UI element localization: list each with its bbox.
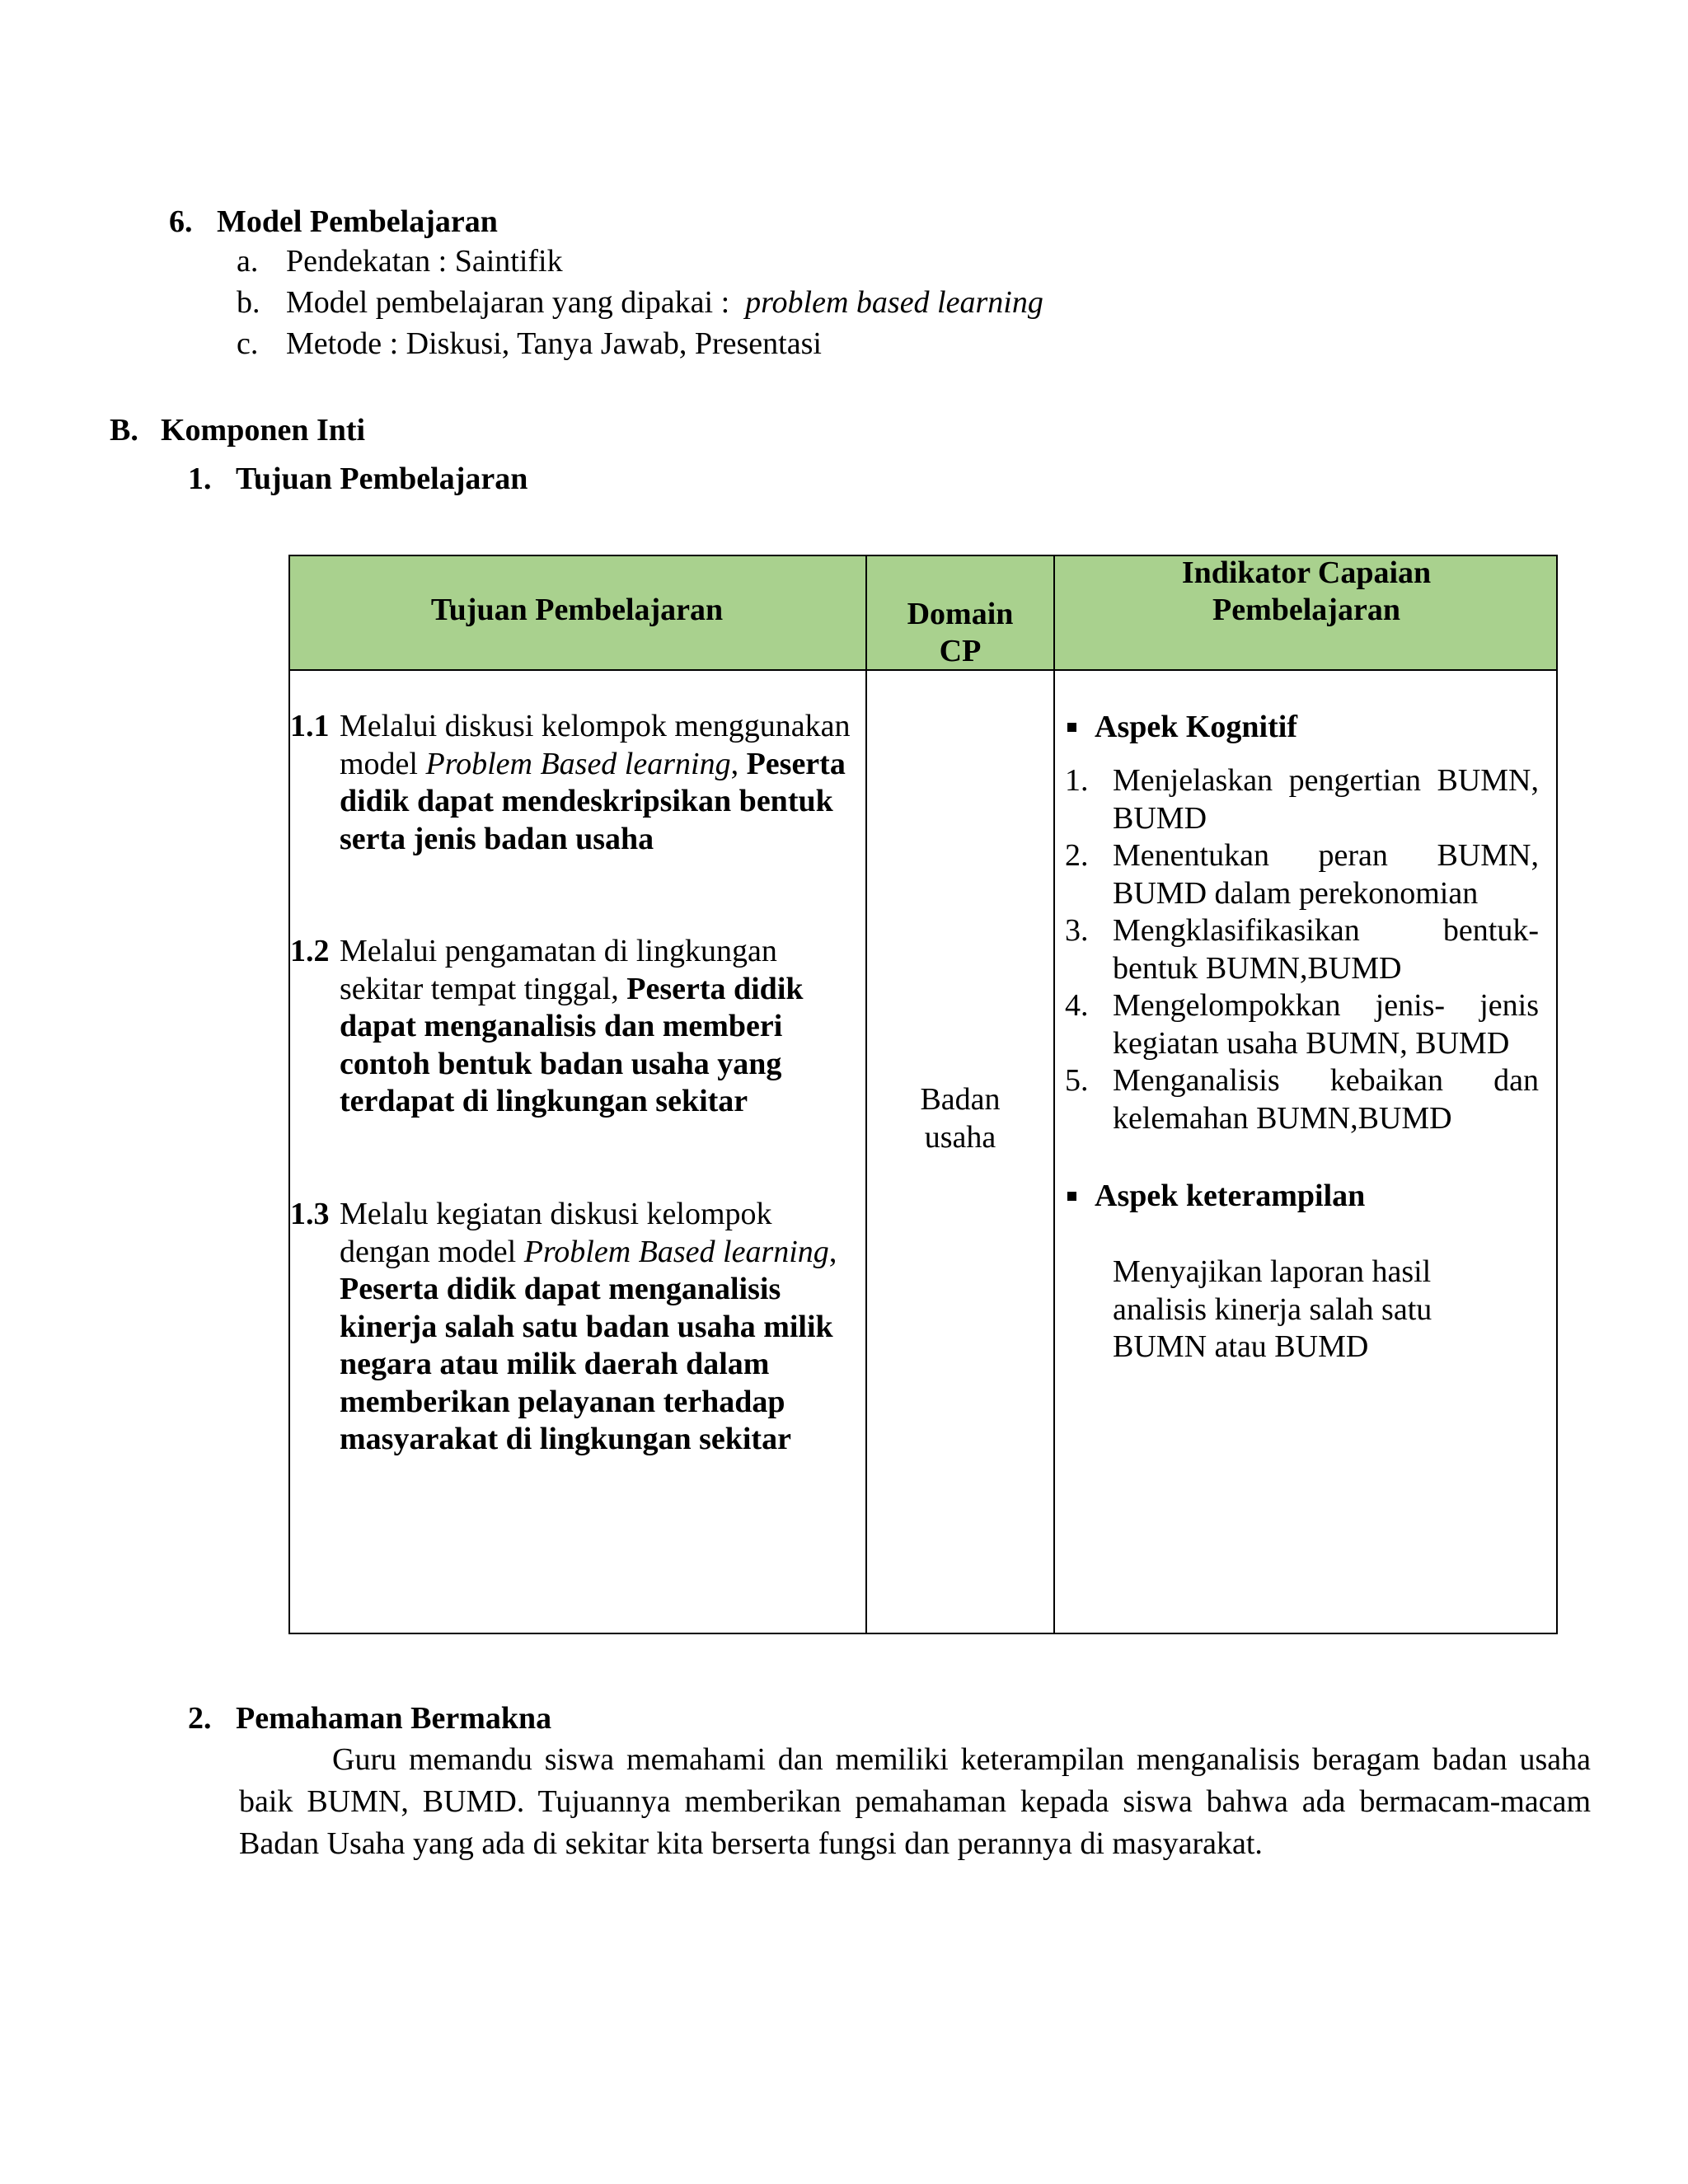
goal-number: 1.3: [290, 1197, 330, 1231]
section-b-number: B.: [110, 413, 138, 448]
header-indikator-line1: Indikator Capaian: [1181, 555, 1432, 590]
goal-item: [290, 933, 859, 1121]
header-domain-line1: Domain: [907, 597, 1014, 631]
section-6-title: Model Pembelajaran: [217, 204, 498, 239]
indicator-marker: 5.: [1065, 1063, 1089, 1098]
list-emphasis: problem based learning: [745, 285, 1043, 320]
indicator-item: [1065, 912, 1539, 987]
indicator-marker: 1.: [1065, 763, 1089, 798]
learning-objectives-table: [288, 555, 1558, 1634]
goal-italic: Problem Based learning: [425, 746, 731, 781]
goal-bold: Peserta didik dapat mendeskripsikan bentuk serta jenis badan usaha: [340, 746, 846, 856]
indicator-marker: 3.: [1065, 913, 1089, 948]
indicator-item: [1065, 762, 1539, 837]
list-text: Model pembelajaran yang dipakai :: [286, 285, 730, 320]
list-marker: b.: [237, 285, 260, 320]
header-indikator-line2: Pembelajaran: [1212, 593, 1400, 627]
goal-number: 1.1: [290, 709, 330, 743]
list-text: Metode : Diskusi, Tanya Jawab, Presentasi: [286, 326, 822, 361]
indicator-text: Menjelaskan pengertian BUMN, BUMD: [1113, 763, 1539, 836]
goal-text: [340, 1196, 859, 1459]
list-item: [169, 241, 1043, 282]
aspect-cognitive-label: Aspek Kognitif: [1095, 710, 1297, 744]
indicator-item: [1065, 987, 1539, 1062]
indicator-marker: 4.: [1065, 988, 1089, 1023]
goal-plain: ,: [828, 1234, 837, 1269]
indicator-item: [1065, 837, 1539, 912]
header-domain: [865, 596, 1055, 670]
header-domain-line2: CP: [939, 634, 982, 668]
section-2-paragraph: Guru memandu siswa memahami dan memiliki keterampilan menganalisis beragam badan usaha baik BUMN, BUMD. Tujuannya memberikan pemahaman kepada siswa bahwa ada bermacam-macam Badan Usaha yang ada di sekitar kita berserta fungsi dan perannya di masyarakat.: [239, 1742, 1591, 1861]
section-2-number: 2.: [188, 1701, 212, 1736]
section-2-title: Pemahaman Bermakna: [236, 1701, 552, 1736]
section-1-heading: [188, 460, 528, 498]
section-6-number: 6.: [169, 204, 193, 239]
model-list: [169, 241, 1043, 364]
list-item: [169, 323, 1043, 364]
section-6-heading: [169, 203, 1043, 241]
list-marker: a.: [237, 244, 259, 279]
list-text: Pendekatan : Saintifik: [286, 244, 563, 279]
section-1-title: Tujuan Pembelajaran: [236, 462, 528, 496]
domain-line1: Badan: [920, 1082, 1001, 1117]
indicator-text: Mengklasifikasikan bentuk-bentuk BUMN,BUMD: [1113, 913, 1539, 986]
section-2-heading: [188, 1699, 551, 1737]
goal-plain: Melalui pengamatan di lingkungan sekitar tempat tinggal,: [340, 934, 777, 1006]
section-6: [169, 203, 1043, 364]
aspect-cognitive-heading: [1067, 708, 1297, 746]
section-1-number: 1.: [188, 462, 212, 496]
indicator-list: [1065, 762, 1539, 1137]
goal-plain: Melalu kegiatan diskusi kelompok dengan model: [340, 1197, 772, 1269]
domain-cell: [865, 1080, 1055, 1156]
goal-plain: Melalui diskusi kelompok menggunakan model: [340, 709, 851, 781]
section-b-heading: [110, 411, 365, 449]
goal-bold: Peserta didik dapat menganalisis kinerja salah satu badan usaha milik negara atau milik daerah dalam memberikan pelayanan terhadap masyarakat di lingkungan sekitar: [340, 1272, 833, 1456]
header-indikator: [1055, 555, 1558, 629]
goal-item: [290, 1196, 859, 1459]
indicator-text: Mengelompokkan jenis- jenis kegiatan usaha BUMN, BUMD: [1113, 988, 1539, 1061]
domain-line2: usaha: [924, 1120, 996, 1155]
goal-bold: Peserta didik dapat menganalisis dan memberi contoh bentuk badan usaha yang terdapat di lingkungan sekitar: [340, 971, 804, 1118]
goal-number: 1.2: [290, 934, 330, 968]
header-tujuan: Tujuan Pembelajaran: [430, 593, 724, 627]
goal-plain: ,: [730, 746, 747, 781]
list-marker: c.: [237, 326, 259, 361]
skill-text: Menyajikan laporan hasil analisis kinerja salah satu BUMN atau BUMD: [1113, 1254, 1432, 1364]
goal-text: [340, 708, 859, 858]
goal-text: [340, 933, 859, 1121]
section-b-title: Komponen Inti: [161, 413, 366, 448]
goal-italic: Problem Based learning: [523, 1234, 829, 1269]
indicator-marker: 2.: [1065, 838, 1089, 873]
indicator-item: [1065, 1062, 1539, 1137]
bullet-square-icon: [1067, 1192, 1076, 1201]
aspect-skill-label: Aspek keterampilan: [1095, 1179, 1366, 1213]
list-item: [169, 282, 1043, 323]
aspect-skill-heading: [1067, 1177, 1365, 1215]
indicator-text: Menganalisis kebaikan dan kelemahan BUMN,BUMD: [1113, 1063, 1539, 1136]
goal-item: [290, 708, 859, 858]
indicator-text: Menentukan peran BUMN, BUMD dalam perekonomian: [1113, 838, 1539, 911]
bullet-square-icon: [1067, 723, 1076, 732]
